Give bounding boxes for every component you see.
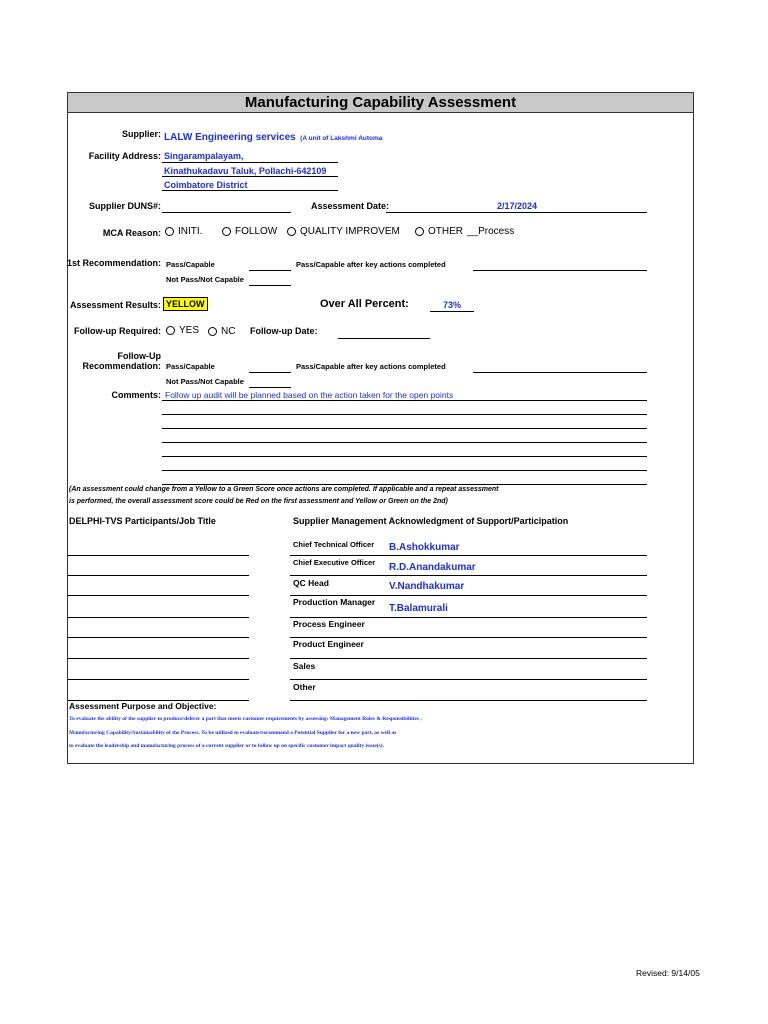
revised-date: Revised: 9/14/05 [636, 968, 700, 978]
facility-address-line-1[interactable]: Singarampalayam, [164, 151, 244, 161]
name-production-manager[interactable]: T.Balamurali [389, 603, 448, 614]
supplier-label: Supplier: [121, 129, 161, 139]
duns-label: Supplier DUNS#: [88, 201, 161, 211]
purpose-line-3: to evaluate the leadership and manufacturing process of a current supplier or to follow up on specific customer impact quality issue(s). [69, 743, 384, 749]
overall-percent-value[interactable]: 73% [443, 300, 462, 310]
comments-line-3 [162, 428, 647, 429]
followup-yes-option[interactable] [166, 325, 199, 336]
participant-field-6[interactable] [68, 658, 249, 659]
followup-rec-pass-field[interactable] [249, 372, 291, 373]
participant-field-1[interactable] [68, 555, 249, 556]
mca-reason-other-option[interactable] [415, 226, 514, 237]
radio-circle-icon [208, 327, 217, 336]
overall-percent-underline [430, 311, 474, 312]
name-chief-technical-officer[interactable]: B.Ashokkumar [389, 542, 460, 553]
page-title: Manufacturing Capability Assessment [67, 92, 694, 113]
participant-field-2[interactable] [68, 575, 249, 576]
participant-field-3[interactable] [68, 595, 249, 596]
facility-address-line-2[interactable]: Kinathukadavu Taluk, Pollachi-642109 [164, 166, 327, 176]
comments-line-7 [162, 484, 647, 485]
comments-line-1 [162, 400, 647, 401]
role-qc-head: QC Head [293, 578, 329, 588]
supplier-note: (A unit of Lakshmi Automa [300, 135, 383, 142]
followup-rec-not-pass-field[interactable] [249, 387, 291, 388]
comments-value[interactable]: Follow up audit will be planned based on the action taken for the open points [165, 390, 454, 400]
mca-reason-other-value: __Process [467, 226, 515, 237]
mca-reason-quality-option[interactable] [287, 226, 400, 237]
comments-line-4 [162, 442, 647, 443]
mca-reason-other-label: OTHER [428, 226, 463, 237]
comments-line-6 [162, 470, 647, 471]
participant-field-5[interactable] [68, 637, 249, 638]
first-recommendation-label: 1st Recommendation: [66, 258, 161, 268]
score-note-line-1: (An assessment could change from a Yellow to a Green Score once actions are completed. If applicable and a repeat assessment [69, 486, 499, 493]
overall-percent-label: Over All Percent: [320, 298, 409, 310]
mca-reason-label: MCA Reason: [102, 228, 161, 238]
role-line-1 [290, 555, 647, 556]
comments-line-5 [162, 456, 647, 457]
radio-circle-icon [166, 326, 175, 335]
comments-label: Comments: [111, 390, 161, 400]
participant-field-7[interactable] [68, 679, 249, 680]
role-chief-executive-officer: Chief Executive Officer [293, 558, 376, 567]
supplier-name: LALW Engineering services [164, 132, 296, 143]
followup-date-field[interactable] [338, 338, 430, 339]
role-line-5 [290, 637, 647, 638]
facility-line-2-underline [162, 176, 338, 177]
radio-circle-icon [415, 227, 424, 236]
supplier-field[interactable] [164, 127, 382, 145]
role-line-7 [290, 679, 647, 680]
followup-rec-pass-after-field[interactable] [473, 372, 647, 373]
participants-title: DELPHI-TVS Participants/Job Title [69, 516, 216, 526]
facility-line-3-underline [162, 190, 338, 191]
followup-yes-label: YES [179, 325, 200, 336]
first-rec-pass-after-label: Pass/Capable after key actions completed [296, 260, 446, 269]
followup-rec-pass-after-label: Pass/Capable after key actions completed [296, 362, 446, 371]
assessment-date-underline [386, 212, 647, 213]
first-rec-pass-label: Pass/Capable [166, 260, 215, 269]
followup-no-label: NC [221, 326, 236, 337]
name-qc-head[interactable]: V.Nandhakumar [389, 581, 465, 592]
mca-reason-follow-option[interactable] [222, 226, 277, 237]
facility-address-line-3[interactable]: Coimbatore District [164, 180, 248, 190]
role-sales: Sales [293, 661, 316, 671]
supplier-mgmt-title: Supplier Management Acknowledgment of Support/Participation [293, 516, 569, 526]
comments-line-2 [162, 414, 647, 415]
followup-no-option[interactable] [208, 326, 235, 337]
followup-rec-not-pass-label: Not Pass/Not Capable [166, 377, 244, 386]
assessment-date-label: Assessment Date: [311, 201, 390, 211]
mca-reason-follow-label: FOLLOW [235, 226, 278, 237]
role-other: Other [293, 682, 316, 692]
followup-rec-label-line2: Recommendation: [82, 361, 161, 371]
first-rec-pass-field[interactable] [249, 270, 291, 271]
first-rec-not-pass-field[interactable] [249, 285, 291, 286]
role-process-engineer: Process Engineer [293, 619, 365, 629]
role-chief-technical-officer: Chief Technical Officer [293, 540, 375, 549]
name-chief-executive-officer[interactable]: R.D.Anandakumar [389, 562, 476, 573]
facility-line-1-underline [162, 162, 338, 163]
participant-field-4[interactable] [68, 617, 249, 618]
followup-rec-label-line1: Follow-Up [117, 351, 161, 361]
purpose-line-1: To evaluate the ability of the supplier to produce/deliver a part that meets customer requirements by assessing: Management Roles & Responsibilities , [69, 716, 422, 722]
mca-reason-quality-label: QUALITY IMPROVEM [300, 226, 400, 237]
followup-rec-pass-label: Pass/Capable [166, 362, 215, 371]
mca-reason-initial-option[interactable] [165, 226, 202, 237]
role-line-2 [290, 575, 647, 576]
first-rec-not-pass-label: Not Pass/Not Capable [166, 275, 244, 284]
duns-underline [162, 212, 291, 213]
radio-circle-icon [287, 227, 296, 236]
role-production-manager: Production Manager [293, 597, 376, 607]
followup-date-label: Follow-up Date: [250, 326, 318, 336]
mca-reason-initial-label: INITI. [178, 226, 203, 237]
facility-address-label: Facility Address: [88, 151, 161, 161]
followup-required-label: Follow-up Required: [74, 326, 161, 336]
radio-circle-icon [222, 227, 231, 236]
assessment-date-value[interactable]: 2/17/2024 [497, 201, 538, 211]
role-line-4 [290, 617, 647, 618]
role-line-3 [290, 595, 647, 596]
assessment-results-badge: YELLOW [163, 297, 208, 311]
purpose-line-2: Manufacturing Capability/Sustainability of the Process. To be utilized to evaluate/recommend a Potential Supplier for a new part, as well as [69, 730, 397, 736]
role-line-8 [290, 700, 647, 701]
radio-circle-icon [165, 227, 174, 236]
first-rec-pass-after-field[interactable] [473, 270, 647, 271]
role-product-engineer: Product Engineer [293, 639, 364, 649]
role-line-6 [290, 658, 647, 659]
assessment-results-label: Assessment Results: [69, 300, 161, 310]
score-note-line-2: is performed, the overall assessment score could be Red on the first assessment and Yellow or Green on the 2nd) [69, 498, 448, 505]
purpose-title: Assessment Purpose and Objective: [69, 701, 217, 711]
